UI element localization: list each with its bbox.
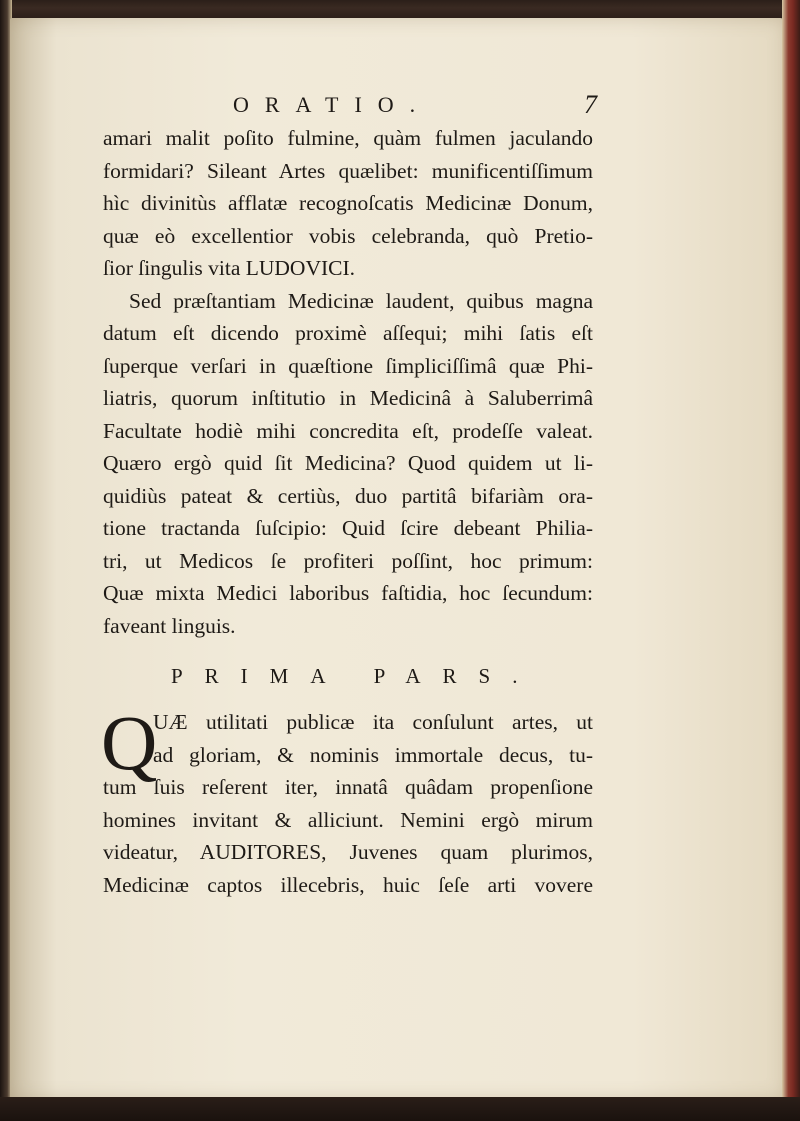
page-fore-edge: [782, 0, 800, 1121]
drop-cap-initial: Q: [101, 699, 158, 786]
text-line: amari malit poſito fulmine, quàm fulmen jaculando: [103, 126, 593, 150]
text-line: Quæ mixta Medici laboribus faſtidia, hoc ſecundum:: [103, 581, 593, 605]
page-text-block: [101, 88, 597, 901]
text-line: formidari? Sileant Artes quælibet: munificentiſſimum: [103, 158, 593, 183]
text-line: Facultate hodiè mihi concredita eſt, prodeſſe valeat.: [103, 418, 593, 443]
text-line: ad gloriam, & nominis immortale decus, tu-: [153, 742, 593, 767]
text-line: ſior ſingulis vita LUDOVICI.: [103, 256, 356, 280]
paragraph-3: [101, 699, 593, 901]
text-line: datum eſt dicendo proximè aſſequi; mihi ſatis eſt: [103, 321, 593, 345]
text-line: hìc divinitùs afflatæ recognoſcatis Medicinæ Donum,: [103, 191, 593, 215]
running-head: [103, 88, 597, 122]
text-line: Sed præſtantiam Medicinæ laudent, quibus magna: [129, 288, 593, 313]
text-line: quæ eò excellentior vobis celebranda, quò Pretio-: [103, 223, 593, 248]
text-line: quidiùs pateat & certiùs, duo partitâ bifariàm ora-: [103, 483, 593, 508]
text-line: UÆ utilitati publicæ ita conſulunt artes, ut: [153, 710, 593, 734]
text-line: Quæro ergò quid ſit Medicina? Quod quidem ut li-: [103, 451, 593, 475]
text-line: tione tractanda ſuſcipio: Quid ſcire debeant Philia-: [103, 516, 593, 540]
text-line: Medicinæ captos illecebris, huic ſeſe arti vovere: [103, 872, 593, 897]
page-number: 7: [584, 90, 597, 119]
text-line: tri, ut Medicos ſe profiteri poſſint, hoc primum:: [103, 548, 593, 573]
running-head-title: ORATIO.: [233, 92, 432, 117]
section-title: PRIMA PARS.: [171, 664, 540, 688]
text-line: videatur, AUDITORES, Juvenes quam plurimos,: [103, 840, 593, 864]
paragraph-1: [103, 122, 593, 285]
text-line: liatris, quorum inſtitutio in Medicinâ à Saluberrimâ: [103, 386, 593, 410]
paragraph-2: [103, 285, 593, 643]
text-line: ſuperque verſari in quæſtione ſimpliciſſimâ quæ Phi-: [103, 353, 593, 378]
text-line: tum ſuis reſerent iter, innatâ quâdam propenſione: [103, 775, 593, 799]
book-bottom-edge: [0, 1097, 800, 1121]
text-line: faveant linguis.: [103, 613, 236, 638]
text-line: homines invitant & alliciunt. Nemini ergò mirum: [103, 807, 593, 832]
